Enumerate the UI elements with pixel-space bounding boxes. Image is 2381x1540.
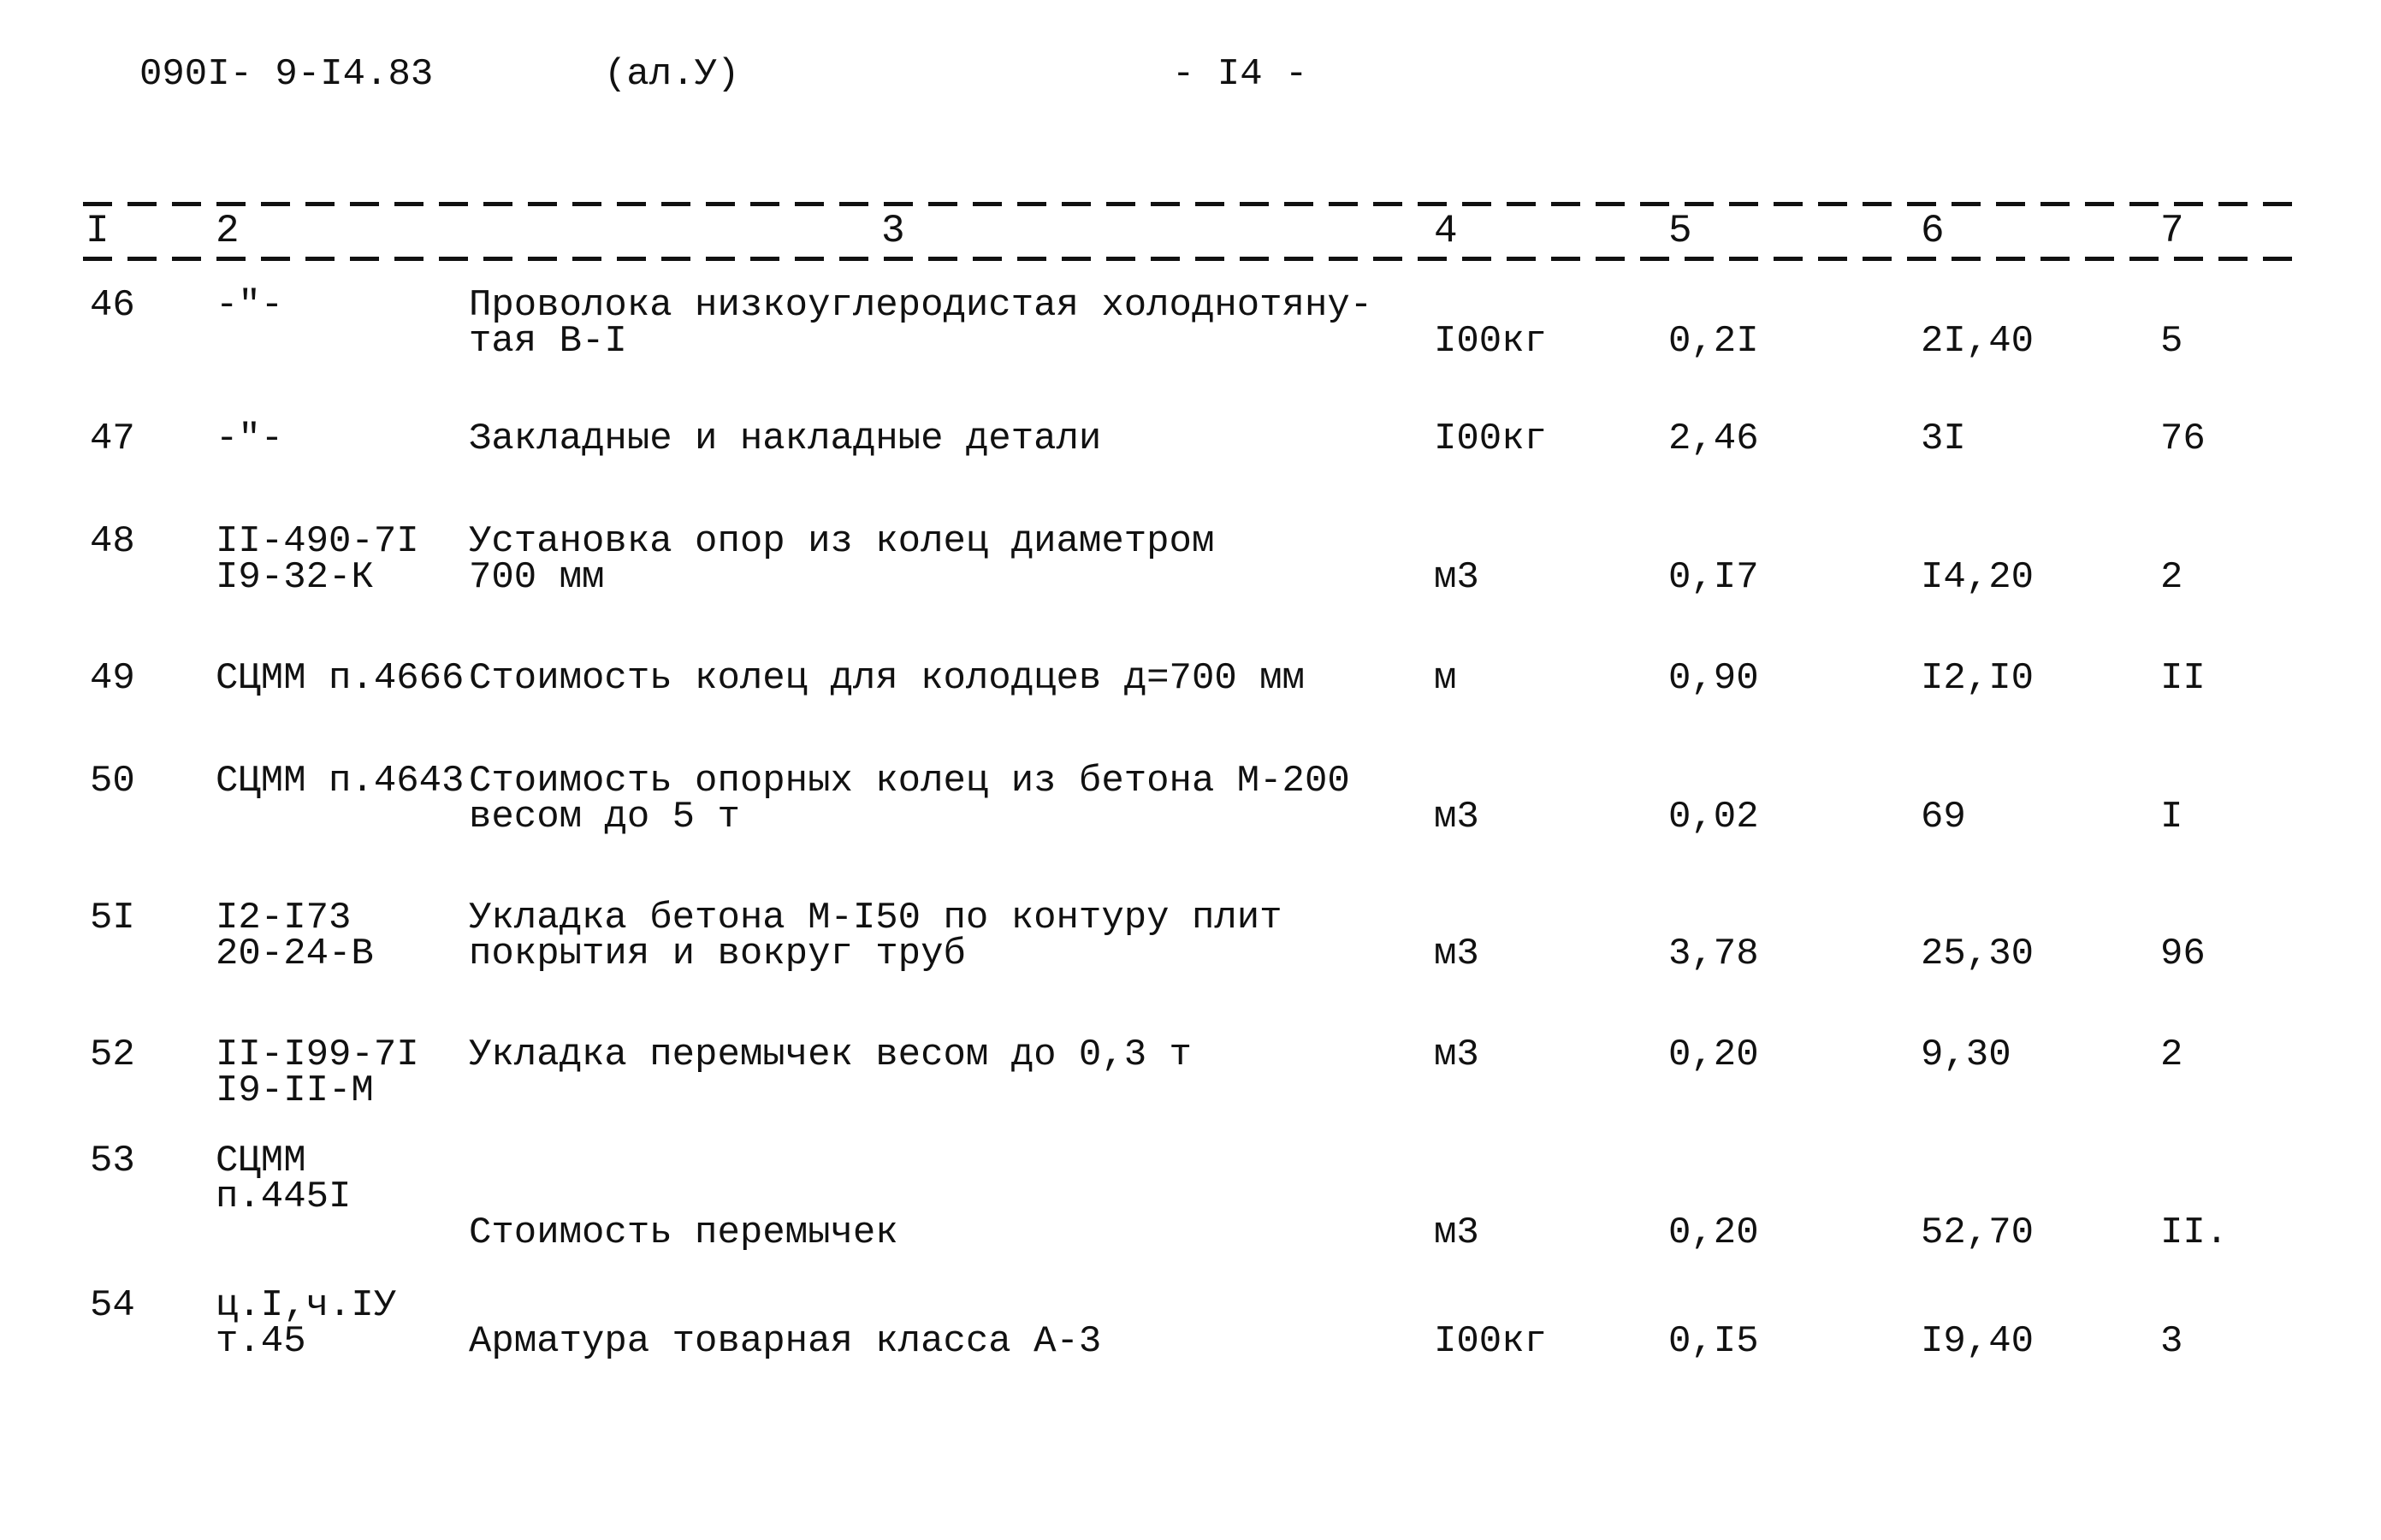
table-row — [0, 897, 2381, 994]
total-cost: 2 — [2160, 1034, 2183, 1076]
unit-price: 2I,40 — [1921, 320, 2035, 363]
total-cost: 96 — [2160, 933, 2206, 975]
unit-price: 52,70 — [1921, 1211, 2035, 1254]
work-description: Закладные и накладные детали — [469, 418, 1102, 460]
table-top-rule — [83, 202, 2307, 206]
total-cost: II. — [2160, 1211, 2229, 1254]
quantity: 0,20 — [1668, 1211, 1759, 1254]
total-cost: I — [2160, 796, 2183, 838]
row-number: 54 — [90, 1284, 135, 1327]
row-number: 52 — [90, 1034, 135, 1076]
quantity: 0,90 — [1668, 657, 1759, 700]
total-cost: 3 — [2160, 1320, 2183, 1363]
rate-code: ц.I,ч.IУ т.45 — [216, 1284, 397, 1363]
unit-price: I4,20 — [1921, 556, 2035, 599]
table-row — [0, 760, 2381, 857]
table-row — [0, 1140, 2381, 1254]
row-number: 48 — [90, 520, 135, 563]
column-number-4: 4 — [1434, 209, 1458, 253]
rate-code: II-490-7I I9-32-К — [216, 520, 419, 599]
column-number-3: 3 — [881, 209, 905, 253]
table-header-rule — [83, 257, 2307, 261]
rate-code: -"- — [216, 418, 284, 460]
row-number: 49 — [90, 657, 135, 700]
row-number: 46 — [90, 284, 135, 327]
quantity: 0,I7 — [1668, 556, 1759, 599]
total-cost: II — [2160, 657, 2206, 700]
work-description: Стоимость опорных колец из бетона М-200 весом до 5 т — [469, 760, 1350, 838]
unit-of-measure: м — [1434, 657, 1457, 700]
work-description: Установка опор из колец диаметром 700 мм — [469, 520, 1215, 599]
column-number-2: 2 — [216, 209, 240, 253]
row-number: 50 — [90, 760, 135, 803]
column-number-1: I — [86, 209, 110, 253]
quantity: 2,46 — [1668, 418, 1759, 460]
unit-of-measure: I00кг — [1434, 418, 1548, 460]
unit-price: 9,30 — [1921, 1034, 2011, 1076]
unit-price: 69 — [1921, 796, 1966, 838]
unit-price: 25,30 — [1921, 933, 2035, 975]
table-row — [0, 284, 2381, 382]
rate-code: СЦММ п.445I — [216, 1140, 352, 1218]
page-number: - I4 - — [1172, 53, 1308, 96]
unit-price: I2,I0 — [1921, 657, 2035, 700]
rate-code: СЦММ п.4666 — [216, 657, 465, 700]
unit-of-measure: м3 — [1434, 933, 1479, 975]
row-number: 5I — [90, 897, 135, 939]
column-number-5: 5 — [1668, 209, 1692, 253]
quantity: 0,I5 — [1668, 1320, 1759, 1363]
total-cost: 5 — [2160, 320, 2183, 363]
work-description: Стоимость перемычек — [469, 1211, 898, 1254]
quantity: 0,02 — [1668, 796, 1759, 838]
rate-code: I2-I73 20-24-В — [216, 897, 374, 975]
table-row — [0, 1034, 2381, 1131]
table-row — [0, 520, 2381, 618]
sheet-label: (ал.У) — [604, 53, 740, 96]
unit-of-measure: м3 — [1434, 796, 1479, 838]
quantity: 0,2I — [1668, 320, 1759, 363]
quantity: 3,78 — [1668, 933, 1759, 975]
unit-of-measure: м3 — [1434, 556, 1479, 599]
unit-price: I9,40 — [1921, 1320, 2035, 1363]
work-description: Проволока низкоуглеродистая холоднотяну- тая В-I — [469, 284, 1373, 363]
unit-of-measure: м3 — [1434, 1211, 1479, 1254]
work-description: Стоимость колец для колодцев д=700 мм — [469, 657, 1305, 700]
table-row — [0, 1284, 2381, 1382]
rate-code: СЦММ п.4643 — [216, 760, 465, 803]
total-cost: 76 — [2160, 418, 2206, 460]
rate-code: -"- — [216, 284, 284, 327]
row-number: 53 — [90, 1140, 135, 1182]
column-number-6: 6 — [1921, 209, 1945, 253]
unit-of-measure: I00кг — [1434, 1320, 1548, 1363]
work-description: Арматура товарная класса А-3 — [469, 1320, 1102, 1363]
rate-code: II-I99-7I I9-II-М — [216, 1034, 419, 1112]
table-row — [0, 657, 2381, 755]
table-row — [0, 418, 2381, 515]
work-description: Укладка бетона М-I50 по контуру плит покрытия и вокруг труб — [469, 897, 1282, 975]
row-number: 47 — [90, 418, 135, 460]
unit-of-measure: м3 — [1434, 1034, 1479, 1076]
work-description: Укладка перемычек весом до 0,3 т — [469, 1034, 1192, 1076]
quantity: 0,20 — [1668, 1034, 1759, 1076]
document-code: 090I- 9-I4.83 — [139, 53, 434, 96]
unit-of-measure: I00кг — [1434, 320, 1548, 363]
column-number-7: 7 — [2160, 209, 2184, 253]
unit-price: 3I — [1921, 418, 1966, 460]
total-cost: 2 — [2160, 556, 2183, 599]
